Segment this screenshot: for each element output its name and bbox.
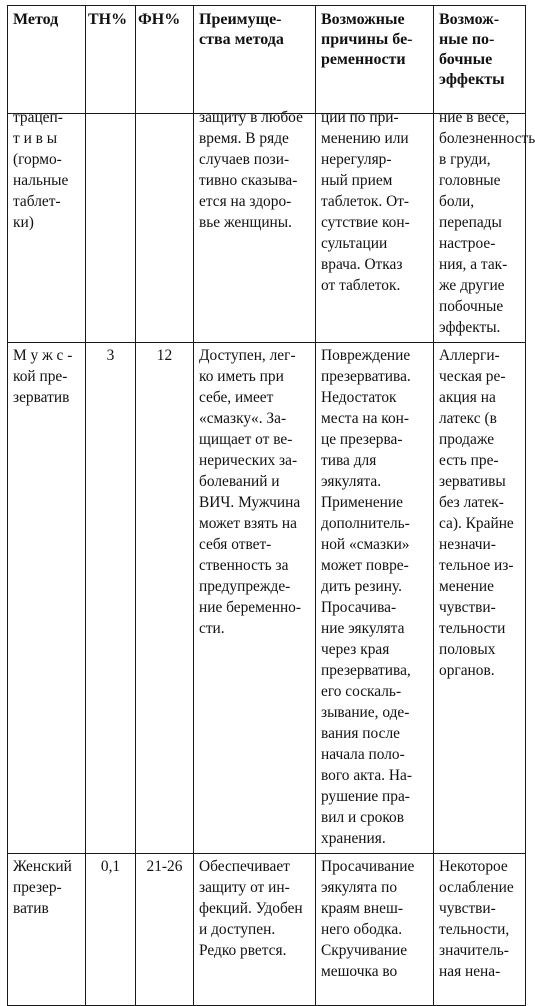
row-side-effects-cell: ние в весе, болезненность в груди, головные боли, перепады настрое- ния, а так- же другие побочные эффекты. [434, 114, 526, 343]
row-reasons-cell: ции по при- менению или нерегуляр- ный прием таблеток. От- сутствие кон- сультации врача. Отказ от таблеток. [316, 114, 434, 343]
row-th-cell: 3 [86, 343, 136, 854]
contraception-methods-table [7, 5, 535, 1006]
table-header-row [8, 6, 526, 114]
row-th-cell: 0,1 [86, 854, 136, 1006]
row-advantages-cell: Доступен, лег- ко иметь при себе, имеет «смазку«. За- щищает от ве- нерических за- болеваний и ВИЧ. Мужчина может взять на себя ответ- ственность за предупрежде- ние беременно- сти. [194, 343, 316, 854]
row-side-effects-cell: Аллерги- ческая ре- акция на латекс (в продаже есть пре- зервативы без латек- са). Крайне незначи- тельное из- менение чувстви- тельности половых органов. [434, 343, 526, 854]
header-th: ТН% [86, 6, 136, 114]
row-fh-cell: 12 [136, 343, 194, 854]
row-method-cell: М у ж с - кой пре- зерватив [8, 343, 86, 854]
row-th-cell [86, 114, 136, 343]
row-fh-cell [136, 114, 194, 343]
table-row [8, 343, 526, 854]
table-row [8, 114, 526, 343]
row-method-cell: Женский презер- ватив [8, 854, 86, 1006]
row-method-cell: трацеп- т и в ы (гормо- нальные таблет- ки) [8, 114, 86, 343]
header-method: Метод [8, 6, 86, 114]
row-reasons-cell: Повреждение презерватива. Недостаток места на кон- це презерва- тива для эякулята. Применение дополнитель- ной «смазки» может повре- дить резину. Просачива- ние эякулята через края презерватива, его соскаль- зывание, оде- вания после начала поло- вого акта. На- рушение пра- вил и сроков хранения. [316, 343, 434, 854]
row-fh-cell: 21-26 [136, 854, 194, 1006]
table-row [8, 854, 526, 1006]
header-side-effects: Возмож- ные по- бочные эффекты [434, 6, 526, 114]
row-side-effects-cell: Некоторое ослабление чувстви- тельности, значитель- ная нена- [434, 854, 526, 1006]
header-fh: ФН% [136, 6, 194, 114]
header-reasons: Возможные причины бе- ременности [316, 6, 434, 114]
row-reasons-cell: Просачивание эякулята по краям внеш- него ободка. Скручивание мешочка во [316, 854, 434, 1006]
header-advantages: Преимуще- ства метода [194, 6, 316, 114]
row-advantages-cell: защиту в любое время. В ряде случаев пози- тивно сказыва- ется на здоро- вье женщины. [194, 114, 316, 343]
row-advantages-cell: Обеспечивает защиту от ин- фекций. Удобен и доступен. Редко рвется. [194, 854, 316, 1006]
